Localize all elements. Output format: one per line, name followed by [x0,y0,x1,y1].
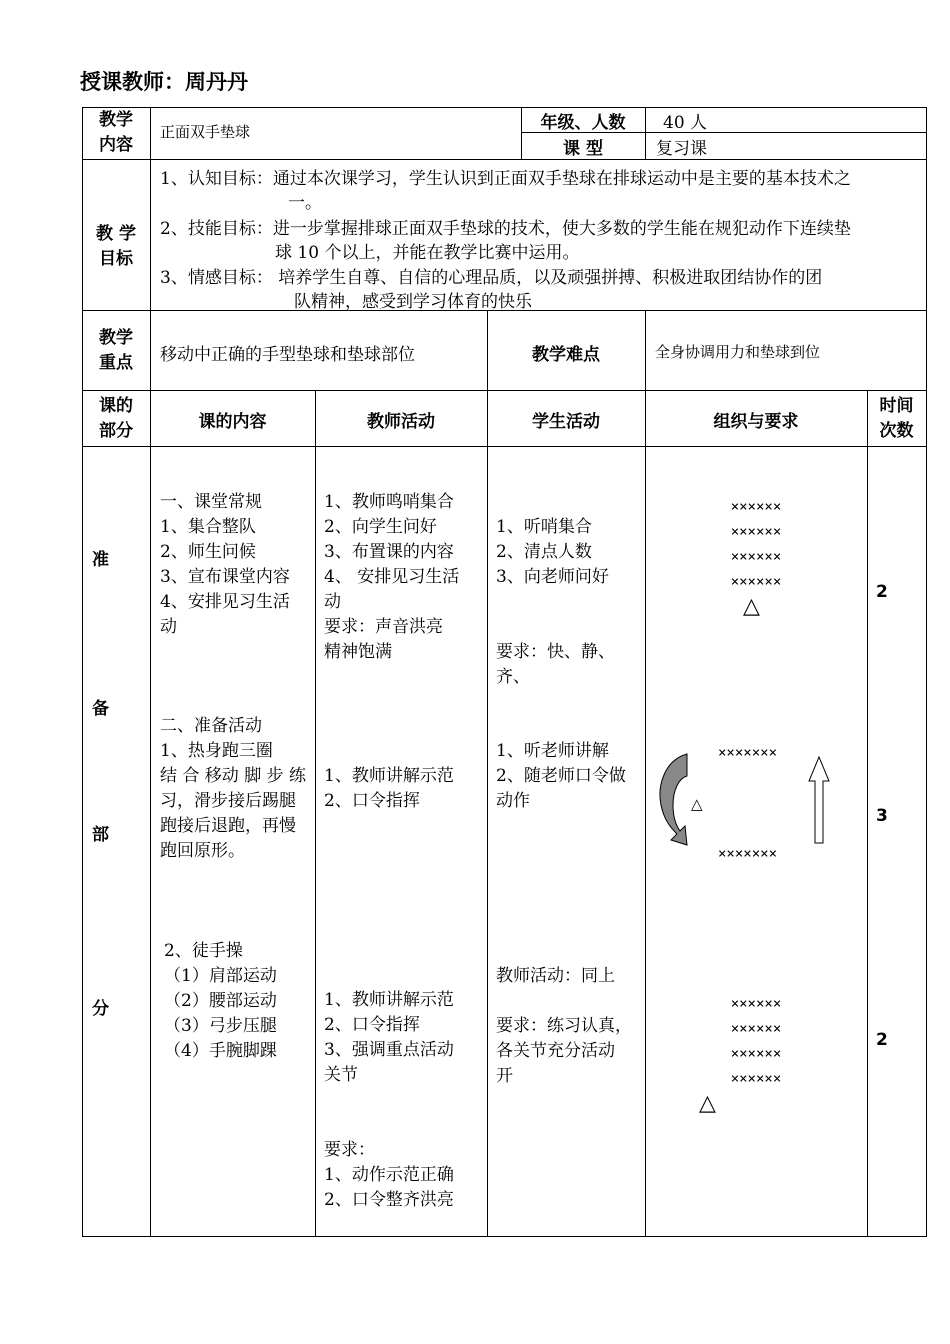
grade-label: 年级、人数 [540,113,626,133]
difficulty-label: 教学难点 [532,345,600,365]
block3-student: 教师活动：同上 要求：练习认真， 各关节充分活动 开 [496,966,632,1086]
block3-content: 2、徒手操 （1）肩部运动 （2）腰部运动 （3）弓步压腿 （4）手腕脚踝 [164,941,277,1061]
formation-row: ×××××× [730,1046,782,1062]
goal-2: 2、技能目标：进一步掌握排球正面双手垫球的技术，使大多数的学生能在规犯动作下连续垫 [160,219,851,239]
teacher-triangle-icon: △ [743,594,760,619]
key-label: 教学 重点 [99,328,133,373]
block3-teacher: 1、教师讲解示范 2、口令指挥 3、强调重点活动 关节 要求： 1、动作示范正确 2、口令整齐洪亮 [324,990,454,1210]
block2-content: 二、准备活动 1、热身跑三圈 结 合 移动 脚 步 练 习，滑步接后踢腿 跑接后退跑，再慢 跑回原形。 [160,716,307,861]
formation-row: ××××××× [718,846,778,862]
grade-value: 40 人 [663,113,708,133]
goal-1-cont: 一。 [288,193,322,213]
part-char-3: 部 [92,825,109,845]
type-value: 复习课 [656,139,707,159]
up-arrow-icon [807,755,831,845]
formation-row: ×××××× [730,499,782,515]
col-student: 学生活动 [532,412,600,432]
formation-row: ×××××× [730,1071,782,1087]
type-label: 课 型 [563,139,603,159]
part-char-2: 备 [92,699,109,719]
goal-3: 3、情感目标： 培养学生自尊、自信的心理品质，以及顽强拼搏、积极进取团结协作的团 [160,268,823,288]
teacher-title: 授课教师：周丹丹 [80,70,248,94]
difficulty-value: 全身协调用力和垫球到位 [655,343,821,361]
block1-time: 2 [876,582,888,602]
col-content: 课的内容 [198,412,267,432]
goal-2-cont: 球 10 个以上，并能在教学比赛中运用。 [275,243,580,263]
block2-time: 3 [876,806,888,826]
content-value: 正面双手垫球 [160,123,251,141]
block2-student: 1、听老师讲解 2、随老师口令做 动作 [496,741,626,811]
block1-formation [706,495,806,595]
goal-3-cont: 队精神，感受到学习体育的快乐 [294,292,532,312]
formation-row: ××××××× [718,745,778,761]
block1-teacher: 1、教师鸣哨集合 2、向学生问好 3、布置课的内容 4、 安排见习生活 动 要求：声音洪亮 精神饱满 [324,492,460,662]
block3-time: 2 [876,1030,888,1050]
block1-student: 1、听哨集合 2、清点人数 3、向老师问好 要求：快、静、齐、 [496,517,615,687]
formation-row: ×××××× [730,549,782,565]
block2-teacher: 1、教师讲解示范 2、口令指挥 [324,766,454,811]
col-teacher: 教师活动 [367,412,435,432]
col-org: 组织与要求 [713,412,799,432]
part-char-4: 分 [92,999,109,1019]
goal-1: 1、认知目标：通过本次课学习，学生认识到正面双手垫球在排球运动中是主要的基本技术之 [160,169,851,189]
formation-row: ×××××× [730,524,782,540]
content-label: 教学 内容 [99,110,133,155]
formation-row: ×××××× [730,1021,782,1037]
formation-row: ×××××× [730,996,782,1012]
formation-row: ×××××× [730,574,782,590]
part-char-1: 准 [92,550,109,570]
block3-formation [706,992,806,1092]
teacher-triangle-icon: △ [699,1091,716,1116]
circular-arrow-icon [655,750,700,850]
block1-content: 一、课堂常规 1、集合整队 2、师生问候 3、宣布课堂内容 4、安排见习生活 动 [160,492,290,637]
goals-label: 教 学 目标 [96,224,136,269]
col-part: 课的 部分 [99,396,133,441]
col-time: 时间 次数 [879,396,914,441]
key-value: 移动中正确的手型垫球和垫球部位 [160,345,415,365]
teacher-triangle-icon: △ [691,795,703,813]
